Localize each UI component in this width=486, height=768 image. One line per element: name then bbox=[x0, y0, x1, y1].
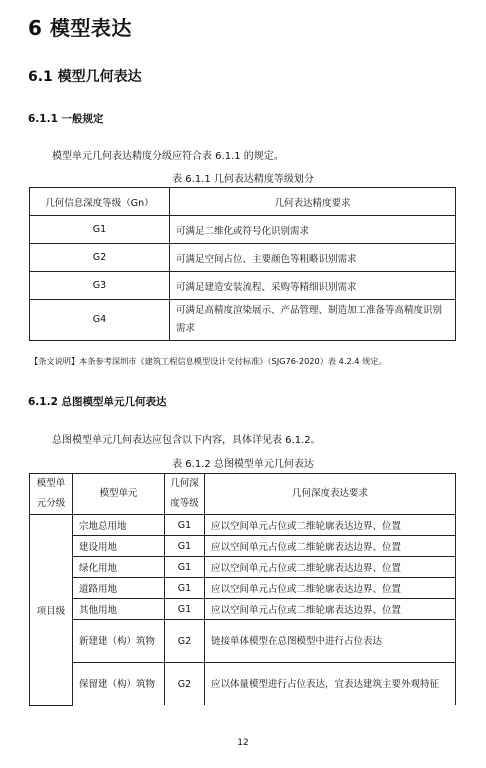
paragraph-6-1-1: 模型单元几何表达精度分级应符合表 6.1.1 的规定。 bbox=[52, 151, 284, 162]
table-row bbox=[30, 599, 456, 620]
table-row bbox=[30, 515, 456, 536]
page-number: 12 bbox=[237, 738, 249, 748]
requirement-cell: 应以空间单元占位或二维轮廓表达边界、位置 bbox=[205, 599, 456, 620]
table-row bbox=[30, 557, 456, 578]
requirement-cell: 应以体量模型进行占位表达，宜表达建筑主要外观特征 bbox=[205, 663, 456, 706]
unit-cell: 宗地总用地 bbox=[73, 515, 165, 536]
table-row bbox=[30, 300, 456, 341]
chapter-heading: 6 模型表达 bbox=[28, 16, 132, 40]
table-row bbox=[30, 620, 456, 663]
grade-cell: G2 bbox=[30, 244, 170, 272]
grade-cell: G1 bbox=[30, 216, 170, 244]
level-cell: 项目级 bbox=[30, 515, 73, 706]
unit-cell: 绿化用地 bbox=[73, 557, 165, 578]
unit-cell: 其他用地 bbox=[73, 599, 165, 620]
requirement-cell: 链接单体模型在总图模型中进行占位表达 bbox=[205, 620, 456, 663]
requirement-cell: 应以空间单元占位或二维轮廓表达边界、位置 bbox=[205, 578, 456, 599]
column-header: 几何信息深度等级（Gn） bbox=[30, 188, 170, 216]
requirement-cell: 可满足建造安装流程、采购等精细识别需求 bbox=[170, 272, 456, 300]
subsection-heading-6-1-1: 6.1.1 一般规定 bbox=[28, 113, 104, 125]
table-row bbox=[30, 216, 456, 244]
clause-note: 【条文说明】本条参考深圳市《建筑工程信息模型设计交付标准》（SJG76-2020）表 4.2.4 规定。 bbox=[30, 356, 387, 366]
column-header: 模型单元 bbox=[73, 474, 165, 515]
grade-cell: G4 bbox=[30, 300, 170, 341]
requirement-cell: 可满足空间占位、主要颜色等粗略识别需求 bbox=[170, 244, 456, 272]
requirement-cell: 可满足二维化或符号化识别需求 bbox=[170, 216, 456, 244]
requirement-cell: 应以空间单元占位或二维轮廓表达边界、位置 bbox=[205, 536, 456, 557]
requirement-cell: 应以空间单元占位或二维轮廓表达边界、位置 bbox=[205, 515, 456, 536]
section-heading: 6.1 模型几何表达 bbox=[28, 69, 142, 85]
requirement-cell: 可满足高精度渲染展示、产品管理、制造加工准备等高精度识别需求 bbox=[170, 300, 456, 341]
unit-cell: 道路用地 bbox=[73, 578, 165, 599]
paragraph-6-1-2: 总图模型单元几何表达应包含以下内容，具体详见表 6.1.2。 bbox=[52, 435, 321, 446]
grade-cell: G2 bbox=[165, 663, 205, 706]
unit-cell: 新建建（构）筑物 bbox=[73, 620, 165, 663]
table-row bbox=[30, 244, 456, 272]
grade-cell: G2 bbox=[165, 620, 205, 663]
table-6-1-1-caption: 表 6.1.1 几何表达精度等级划分 bbox=[172, 174, 314, 185]
table-row bbox=[30, 578, 456, 599]
unit-cell: 建设用地 bbox=[73, 536, 165, 557]
table-header-row bbox=[30, 474, 456, 515]
grade-cell: G1 bbox=[165, 578, 205, 599]
grade-cell: G1 bbox=[165, 557, 205, 578]
table-row bbox=[30, 536, 456, 557]
grade-cell: G1 bbox=[165, 599, 205, 620]
column-header: 几何表达精度要求 bbox=[170, 188, 456, 216]
column-header: 几何深度等级 bbox=[165, 474, 205, 515]
unit-cell: 保留建（构）筑物 bbox=[73, 663, 165, 706]
table-row bbox=[30, 663, 456, 706]
grade-cell: G3 bbox=[30, 272, 170, 300]
table-6-1-2-caption: 表 6.1.2 总图模型单元几何表达 bbox=[172, 459, 314, 470]
column-header: 几何深度表达要求 bbox=[205, 474, 456, 515]
column-header: 模型单元分级 bbox=[30, 474, 73, 515]
grade-cell: G1 bbox=[165, 515, 205, 536]
grade-cell: G1 bbox=[165, 536, 205, 557]
requirement-cell: 应以空间单元占位或二维轮廓表达边界、位置 bbox=[205, 557, 456, 578]
subsection-heading-6-1-2: 6.1.2 总图模型单元几何表达 bbox=[28, 396, 167, 408]
table-header-row bbox=[30, 188, 456, 216]
table-6-1-2 bbox=[29, 473, 456, 706]
table-6-1-1 bbox=[29, 187, 456, 341]
table-row bbox=[30, 272, 456, 300]
